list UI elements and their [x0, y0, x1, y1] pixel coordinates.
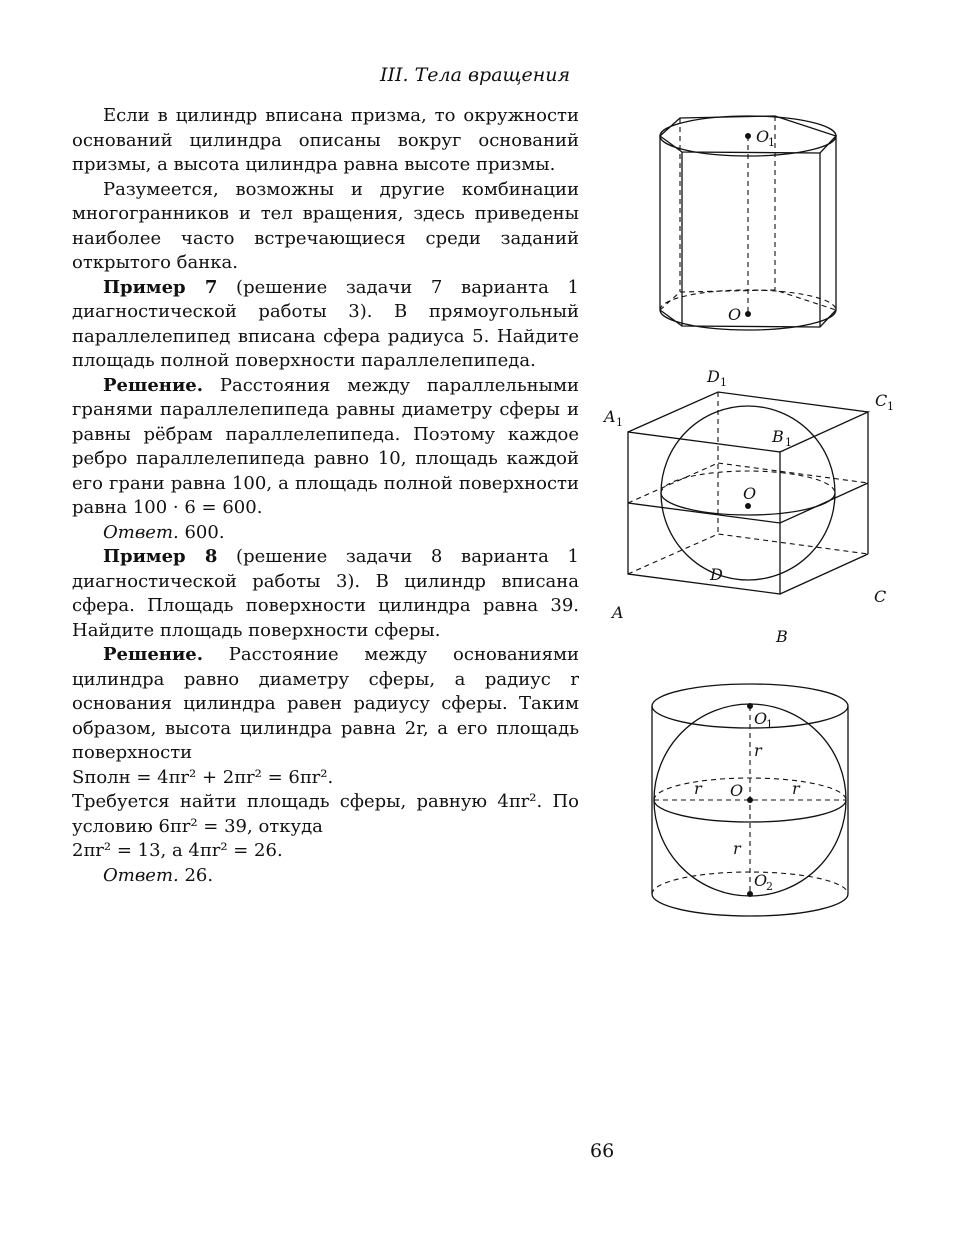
label-c: C: [874, 587, 887, 606]
label-o1-sub: 1: [768, 136, 775, 149]
label-o: O: [728, 305, 742, 324]
label-a1-sub: 1: [616, 416, 623, 429]
paragraph-combinations: Разумеется, возможны и другие комбинации многогранников и тел вращения, здесь приведены наиболее часто встречающиеся среди заданий открытого банка.: [72, 178, 579, 273]
example-8-text: (решение задачи 8 варианта 1 диагностической работы 3). В цилиндр вписана сфера. Площадь поверхности цилиндра равна 39. Найдите площадь поверхности сферы.: [72, 546, 579, 641]
figure-sphere-in-box: [600, 362, 910, 652]
point-o1: [747, 703, 753, 709]
solution-8-label: Решение.: [103, 644, 204, 665]
label-b1: B: [772, 427, 784, 446]
formula-surface-area: Sполн = 4πr² + 2πr² = 6πr².: [72, 766, 334, 788]
label-o2-sub: 2: [766, 880, 773, 893]
label-a1: A: [604, 407, 616, 426]
sphere-center: [745, 503, 751, 509]
label-c1: C: [875, 391, 888, 410]
label-b: B: [776, 627, 788, 646]
label-o1: O: [756, 127, 770, 146]
running-title: III. Тела вращения: [380, 64, 571, 86]
answer-8: [72, 864, 579, 889]
label-r-right: r: [792, 779, 800, 798]
label-r-left: r: [694, 779, 702, 798]
answer-8-label: Ответ.: [103, 864, 179, 886]
example-7: [72, 276, 579, 374]
label-a: A: [612, 603, 624, 622]
label-d1-sub: 1: [720, 376, 727, 389]
paragraph-prism: Если в цилиндр вписана призма, то окружности оснований цилиндра описаны вокруг оснований призмы, а высота цилиндра равна высоте призмы.: [72, 105, 579, 175]
label-r-top: r: [754, 741, 762, 760]
solution-8-text: Расстояние между основаниями цилиндра равно диаметру сферы, а радиус r основания цилиндра равен радиусу сферы. Таким образом, высота цилиндра равна 2r, а его площадь поверхности: [72, 644, 579, 763]
solution-8: [72, 643, 579, 766]
label-c1-sub: 1: [887, 400, 894, 413]
example-7-label: Пример 7: [103, 276, 218, 298]
label-b1-sub: 1: [785, 436, 792, 449]
answer-7-label: Ответ.: [103, 521, 179, 543]
answer-8-value: 26.: [178, 864, 214, 886]
formula-result: 2πr² = 13, а 4πr² = 26.: [72, 840, 283, 861]
label-o2: O: [754, 871, 768, 890]
paragraph-sphere-area: Требуется найти площадь сферы, равную 4πr². По условию 6πr² = 39, откуда: [72, 791, 579, 837]
point-o2: [747, 891, 753, 897]
label-o1-sub: 1: [766, 718, 773, 731]
answer-7-value: 600.: [178, 521, 225, 543]
label-o: O: [730, 781, 744, 800]
figure-prism-in-cylinder: [640, 108, 860, 358]
solution-7-text: Расстояния между параллельными гранями параллелепипеда равны диаметру сферы и равны рёбрам параллелепипеда. Поэтому каждое ребро параллелепипеда равно 10, площадь каждой его грани равна 100, а площадь полной поверхности равна 100 · 6 = 600.: [72, 374, 579, 518]
example-8-label: Пример 8: [103, 546, 218, 567]
point-o: [745, 311, 751, 317]
answer-7: [72, 521, 579, 546]
label-d1: D: [707, 367, 720, 386]
label-o1: O: [754, 709, 768, 728]
figure-sphere-in-cylinder: [640, 680, 860, 940]
page-number: 66: [590, 1140, 615, 1162]
point-o: [747, 797, 753, 803]
point-o1: [745, 133, 751, 139]
label-d: D: [710, 565, 723, 584]
example-8: [72, 545, 579, 643]
label-r-bottom: r: [733, 839, 741, 858]
label-center: O: [743, 484, 757, 503]
solution-7-label: Решение.: [103, 374, 204, 396]
main-text: [72, 104, 579, 888]
example-7-text: (решение задачи 7 варианта 1 диагностической работы 3). В прямоугольный параллелепипед вписана сфера радиуса 5. Найдите площадь полной поверхности параллелепипеда.: [72, 276, 579, 371]
solution-7: [72, 374, 579, 521]
